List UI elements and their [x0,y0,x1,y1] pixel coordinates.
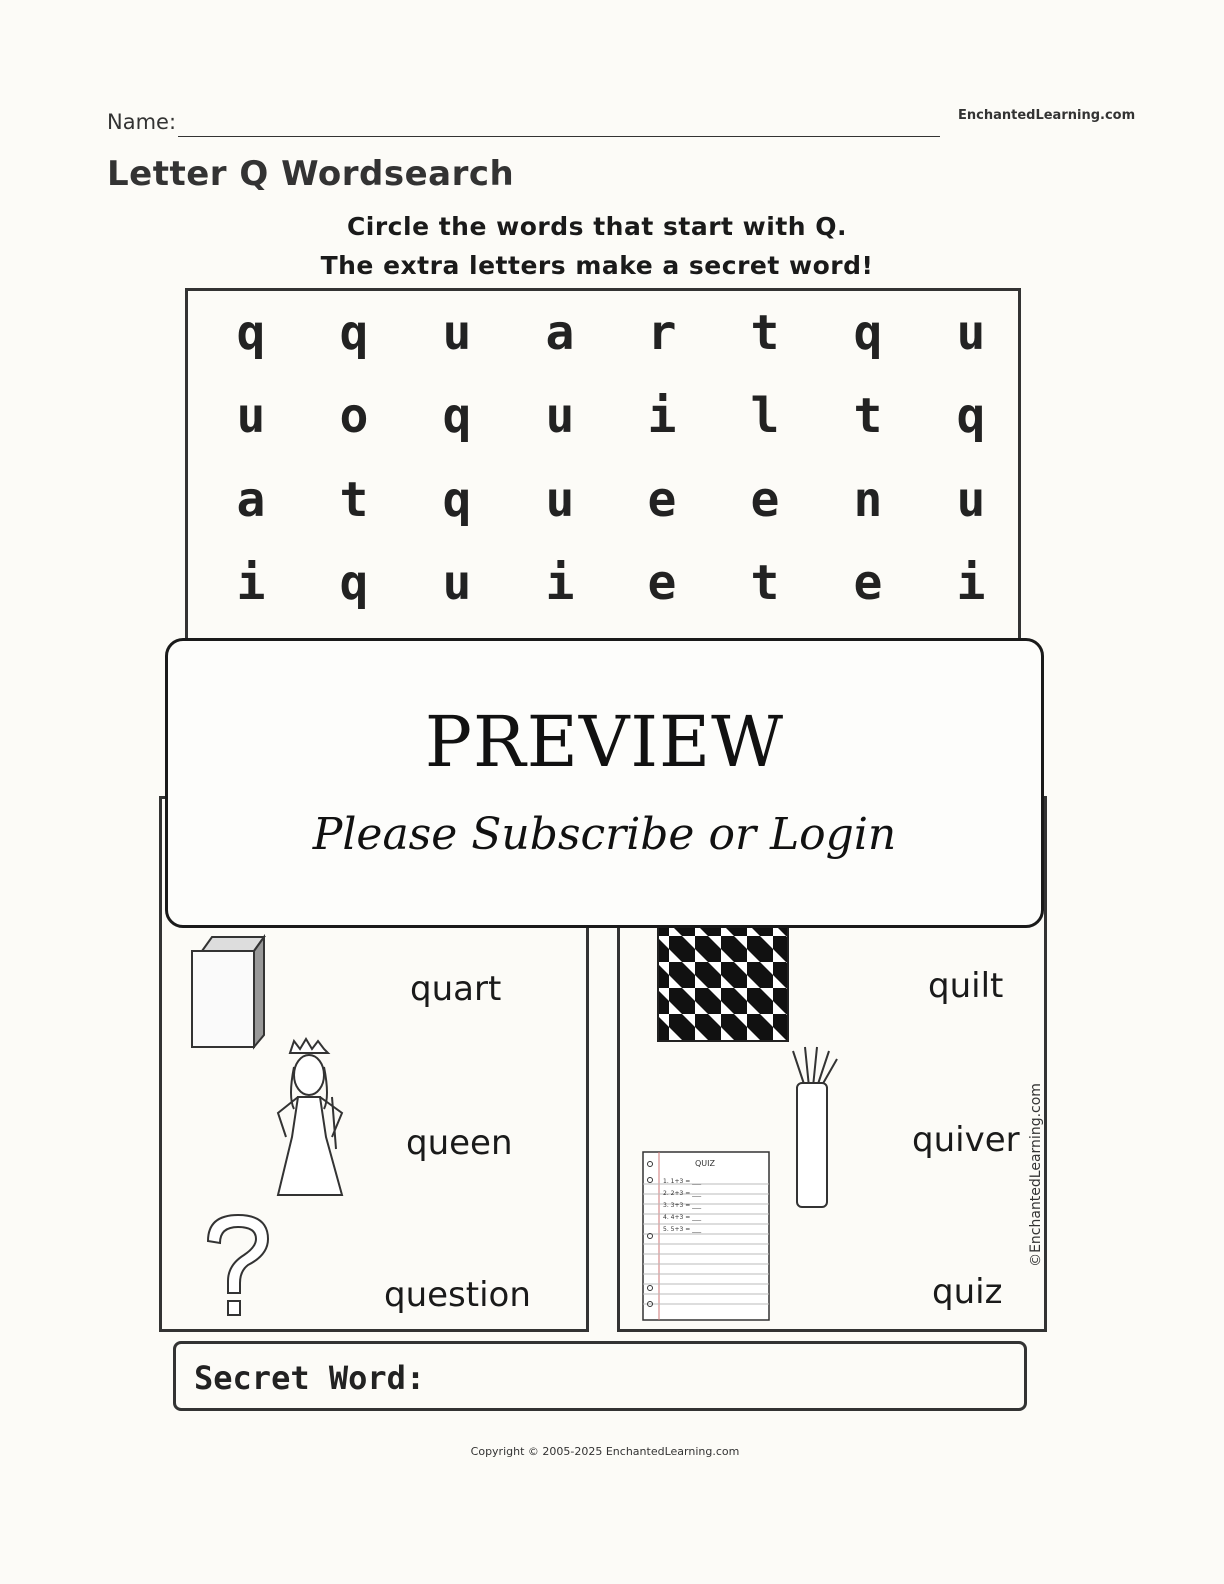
word-quiz: quiz [932,1272,1003,1312]
queen-icon [270,1037,350,1203]
grid-letter[interactable]: e [647,555,677,611]
grid-letter[interactable]: r [647,305,677,361]
grid-letter[interactable]: l [750,388,780,444]
grid-letter[interactable]: e [853,555,883,611]
grid-letter[interactable]: q [442,472,472,528]
grid-letter[interactable]: q [442,388,472,444]
grid-letter[interactable]: e [647,472,677,528]
quiz-sheet-icon [641,1150,771,1322]
word-question: question [384,1275,531,1315]
word-quart: quart [410,969,502,1009]
quiver-icon [783,1045,843,1211]
quiz-line: 2. 2+3 = ___ [663,1190,702,1197]
quiz-heading: QUIZ [695,1159,715,1168]
secret-word-box[interactable] [173,1341,1027,1411]
quiz-line: 3. 3+3 = ___ [663,1202,702,1209]
grid-letter[interactable]: q [236,305,266,361]
grid-letter[interactable]: i [545,555,575,611]
question-mark-icon [202,1211,274,1321]
quart-carton-icon [190,933,270,1055]
grid-letter[interactable]: t [750,305,780,361]
grid-letter[interactable]: q [853,305,883,361]
word-queen: queen [406,1123,513,1163]
grid-letter[interactable]: i [647,388,677,444]
word-quiver: quiver [912,1120,1020,1160]
grid-letter[interactable]: u [236,388,266,444]
watermark: ©EnchantedLearning.com [1028,1083,1044,1267]
grid-letter[interactable]: u [442,305,472,361]
brand-link[interactable]: EnchantedLearning.com [958,108,1136,123]
grid-letter[interactable]: i [236,555,266,611]
grid-letter[interactable]: u [956,305,986,361]
quiz-line: 1. 1+3 = ___ [663,1178,702,1185]
grid-letter[interactable]: n [853,472,883,528]
grid-letter[interactable]: u [545,472,575,528]
grid-letter[interactable]: o [339,388,369,444]
name-label: Name: [107,110,177,134]
grid-letter[interactable]: q [339,555,369,611]
grid-letter[interactable]: u [442,555,472,611]
grid-letter[interactable]: e [750,472,780,528]
name-line [178,136,940,137]
quilt-icon [656,923,790,1043]
secret-word-label: Secret Word: [194,1359,426,1397]
preview-overlay[interactable] [165,638,1044,928]
subscribe-login-prompt[interactable]: Please Subscribe or Login [312,809,897,860]
grid-letter[interactable]: t [853,388,883,444]
grid-letter[interactable]: t [750,555,780,611]
preview-title: PREVIEW [424,701,785,783]
wordsearch-grid [185,288,1021,658]
copyright: Copyright © 2005-2025 EnchantedLearning.com [470,1445,740,1458]
grid-letter[interactable]: u [956,472,986,528]
quiz-line: 4. 4+3 = ___ [663,1214,702,1221]
page-title: Letter Q Wordsearch [107,154,515,194]
word-quilt: quilt [928,966,1004,1006]
grid-letter[interactable]: a [545,305,575,361]
instruction-line-2: The extra letters make a secret word! [320,251,874,280]
grid-letter[interactable]: t [339,472,369,528]
instruction-line-1: Circle the words that start with Q. [346,212,848,241]
grid-letter[interactable]: q [339,305,369,361]
grid-letter[interactable]: u [545,388,575,444]
grid-letter[interactable]: i [956,555,986,611]
grid-letter[interactable]: q [956,388,986,444]
grid-letter[interactable]: a [236,472,266,528]
quiz-line: 5. 5+3 = ___ [663,1226,702,1233]
